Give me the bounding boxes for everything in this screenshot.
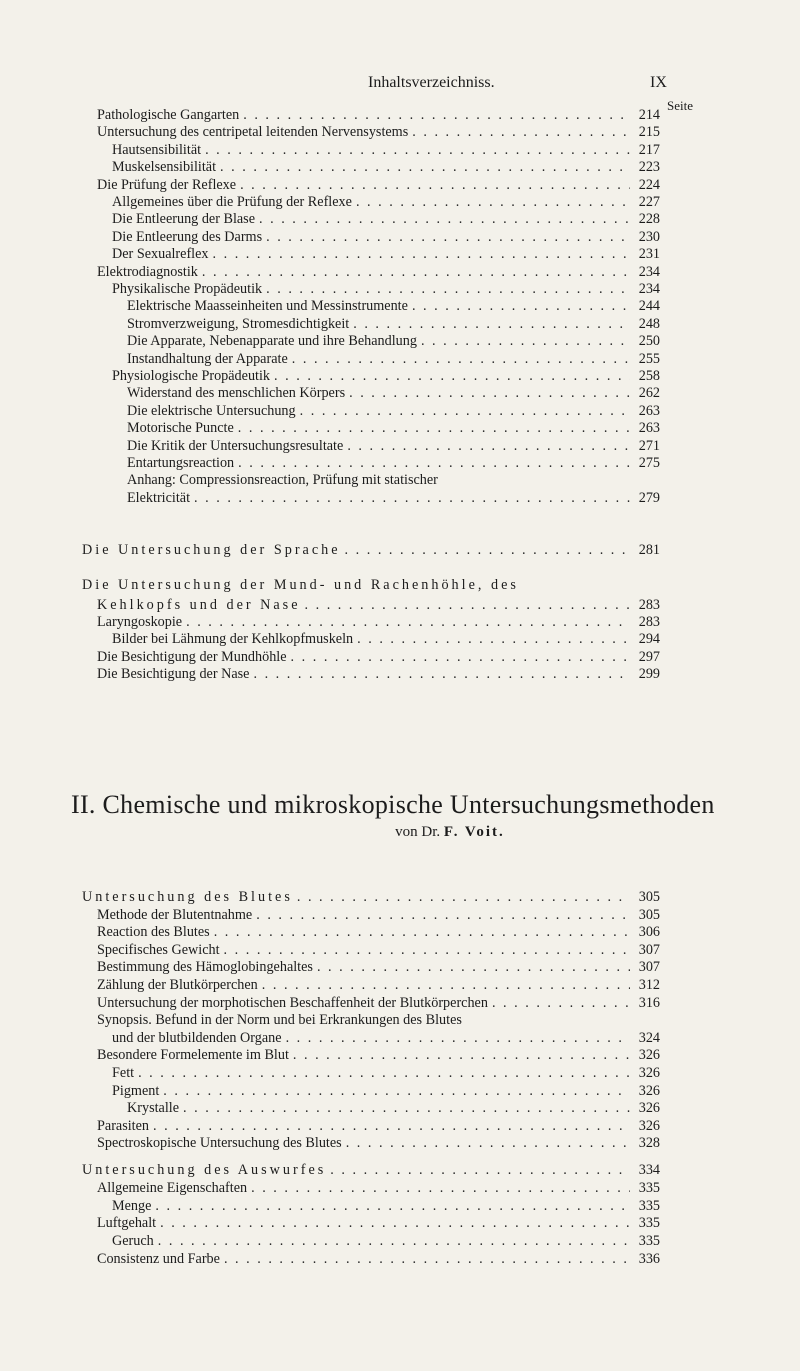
toc-entry-page: 299 <box>638 666 660 683</box>
leader-dots <box>202 263 630 281</box>
toc-entry <box>97 1179 660 1197</box>
toc-entry-label: Parasiten <box>97 1117 150 1134</box>
toc-entry-label: Entartungsreaction <box>127 455 235 471</box>
toc-entry-label: Spectroskopische Untersuchung des Blutes <box>97 1135 342 1152</box>
toc-entry-page: 306 <box>638 924 660 941</box>
leader-dots <box>292 350 630 368</box>
toc-entry <box>127 489 660 507</box>
toc-entry-label: Motorische Puncte <box>127 420 234 437</box>
toc-entry-page: 215 <box>638 124 660 141</box>
leader-dots <box>421 332 630 350</box>
toc-entry-page: 305 <box>638 906 660 923</box>
leader-dots <box>492 994 630 1012</box>
toc-entry-label: Die Entleerung der Blase <box>112 211 256 228</box>
leader-dots <box>238 419 630 437</box>
toc-entry <box>97 665 660 683</box>
toc-entry-page: 263 <box>638 420 660 437</box>
toc-entry-page: 231 <box>638 246 660 263</box>
toc-entry-label: Die Kritik der Untersuchungsresultate <box>127 437 344 454</box>
toc-entry <box>112 1029 660 1047</box>
toc-entry <box>127 332 660 350</box>
toc-entry-label: Geruch <box>112 1233 154 1250</box>
leader-dots <box>259 210 630 228</box>
toc-entry-label: Luftgehalt <box>97 1215 157 1232</box>
leader-dots <box>256 906 630 924</box>
seite-column-heading: Seite <box>667 98 693 113</box>
toc-entry-page: 255 <box>638 350 660 367</box>
leader-dots <box>155 1197 630 1215</box>
toc-entry-page: 307 <box>638 959 660 976</box>
leader-dots <box>412 123 630 141</box>
toc-entry-page: 328 <box>638 1135 660 1152</box>
toc-entry-page: 250 <box>638 333 660 350</box>
leader-dots <box>293 1046 630 1064</box>
toc-entry-page: 283 <box>638 614 660 630</box>
toc-entry <box>112 280 660 298</box>
toc-entry-page: 283 <box>638 596 660 613</box>
leader-dots <box>353 315 630 333</box>
toc-entry-label: Physiologische Propädeutik <box>112 368 271 384</box>
toc-entry-label: Elektrodiagnostik <box>97 263 198 280</box>
toc-entry <box>127 402 660 420</box>
toc-entry-page: 335 <box>638 1215 660 1232</box>
toc-entry-page: 335 <box>638 1179 660 1196</box>
section-author <box>0 824 800 841</box>
toc-entry <box>112 228 660 246</box>
toc-entry-page: 324 <box>638 1029 660 1046</box>
toc-entry-page: 326 <box>638 1047 660 1064</box>
toc-entry-page: 234 <box>638 263 660 280</box>
toc-entry-label: und der blutbildenden Organe <box>112 1029 282 1046</box>
leader-dots <box>274 367 630 385</box>
toc-entry-label: Elektricität <box>127 489 191 506</box>
toc-entry-page: 224 <box>638 176 660 193</box>
leader-dots <box>251 1179 630 1197</box>
toc-entry-label: Die Untersuchung der Sprache <box>82 542 341 558</box>
toc-entry-page: 223 <box>638 159 660 176</box>
leader-dots <box>224 1250 630 1268</box>
toc-entry-page: 228 <box>638 211 660 228</box>
author-name: F. Voit. <box>443 824 505 840</box>
toc-entry-page: 281 <box>638 542 660 558</box>
leader-dots <box>412 297 630 315</box>
toc-entry-page: 326 <box>638 1117 660 1134</box>
toc-entry-page: 230 <box>638 228 660 245</box>
toc-entry-label: Die Besichtigung der Nase <box>97 666 250 683</box>
toc-entry <box>127 437 660 455</box>
toc-entry <box>97 106 660 124</box>
leader-dots <box>220 158 630 176</box>
toc-entry-label: Physikalische Propädeutik <box>112 281 263 297</box>
toc-entry-page: 214 <box>638 107 660 123</box>
toc-entry-page: 336 <box>638 1251 660 1267</box>
running-title: Inhaltsverzeichniss. <box>368 74 495 91</box>
toc-entry-label: Untersuchung des centripetal leitenden Nervensystems <box>97 124 409 141</box>
toc-entry-label: Fett <box>112 1065 135 1081</box>
toc-entry <box>112 193 660 211</box>
toc-entry <box>97 923 660 941</box>
toc-entry <box>112 245 660 263</box>
toc-entry-label: Die Besichtigung der Mundhöhle <box>97 648 287 665</box>
leader-dots <box>300 402 630 420</box>
leader-dots <box>266 228 630 246</box>
leader-dots <box>158 1232 630 1250</box>
toc-entry <box>97 596 660 614</box>
toc-entry <box>82 1161 660 1179</box>
toc-entry-label: Untersuchung des Auswurfes <box>82 1162 327 1178</box>
toc-entry-page: 258 <box>638 368 660 384</box>
toc-entry-page: 294 <box>638 631 660 648</box>
toc-entry-label: Methode der Blutentnahme <box>97 906 253 923</box>
author-prefix: von Dr. <box>395 824 441 840</box>
toc-entry-label: Instandhaltung der Apparate <box>127 350 288 367</box>
toc-entry-label: Krystalle <box>127 1100 180 1117</box>
leader-dots <box>346 1134 630 1152</box>
toc-entry <box>112 141 660 159</box>
toc-entry <box>97 648 660 666</box>
toc-entry-label: Bilder bei Lähmung der Kehlkopfmuskeln <box>112 631 354 648</box>
leader-dots <box>253 665 630 683</box>
toc-entry <box>127 454 660 472</box>
toc-entry-label: Reaction des Blutes <box>97 924 210 941</box>
toc-entry <box>112 1082 660 1100</box>
leader-dots <box>347 437 630 455</box>
leader-dots <box>163 1082 630 1100</box>
toc-entry <box>127 315 660 333</box>
toc-entry <box>82 541 660 559</box>
toc-entry <box>97 1117 660 1135</box>
toc-entry <box>97 1134 660 1152</box>
toc-entry <box>97 1250 660 1268</box>
toc-entry-page: 326 <box>638 1065 660 1081</box>
toc-entry <box>112 1197 660 1215</box>
toc-entry-page: 305 <box>638 889 660 905</box>
toc-entry-page: 297 <box>638 648 660 665</box>
toc-entry-label: Bestimmung des Hämoglobingehaltes <box>97 959 313 976</box>
toc-entry-page: 316 <box>638 994 660 1011</box>
leader-dots <box>205 141 630 159</box>
toc-entry <box>97 941 660 959</box>
toc-entry-label: Allgemeine Eigenschaften <box>97 1179 248 1196</box>
leader-dots <box>266 280 630 298</box>
toc-entry-label: Pigment <box>112 1082 160 1099</box>
toc-entry <box>97 958 660 976</box>
toc-entry-label: Laryngoskopie <box>97 614 183 630</box>
leader-dots <box>238 454 630 472</box>
toc-entry-label: Untersuchung des Blutes <box>82 889 293 905</box>
leader-dots <box>153 1117 630 1135</box>
toc-entry-page: 335 <box>638 1197 660 1214</box>
leader-dots <box>243 106 630 124</box>
toc-entry-label: Specifisches Gewicht <box>97 941 220 958</box>
toc-entry-label: Die Entleerung des Darms <box>112 228 263 245</box>
page-number: IX <box>650 74 667 91</box>
toc-entry-page: 271 <box>638 437 660 454</box>
toc-entry-label: Menge <box>112 1197 152 1214</box>
leader-dots <box>345 541 630 559</box>
toc-entry-page: 335 <box>638 1233 660 1250</box>
leader-dots <box>240 176 630 194</box>
toc-entry-continued: Anhang: Compressionsreaction, Prüfung mit statischer <box>127 472 438 489</box>
toc-entry-label: Der Sexualreflex <box>112 246 209 263</box>
leader-dots <box>356 193 630 211</box>
leader-dots <box>286 1029 630 1047</box>
toc-entry <box>112 158 660 176</box>
toc-entry-label: Allgemeines über die Prüfung der Reflexe <box>112 194 352 210</box>
toc-entry-label: Besondere Formelemente im Blut <box>97 1047 289 1064</box>
toc-entry-label: Widerstand des menschlichen Körpers <box>127 385 346 402</box>
toc-entry-label: Muskelsensibilität <box>112 159 217 176</box>
leader-dots <box>213 245 630 263</box>
leader-dots <box>357 630 630 648</box>
toc-entry <box>97 906 660 924</box>
toc-entry <box>97 1214 660 1232</box>
toc-entry-label: Kehlkopfs und der Nase <box>97 596 301 613</box>
leader-dots <box>291 648 630 666</box>
leader-dots <box>330 1161 630 1179</box>
toc-entry <box>127 1099 660 1117</box>
toc-entry-page: 326 <box>638 1082 660 1099</box>
toc-entry-label: Die elektrische Untersuchung <box>127 402 296 419</box>
leader-dots <box>297 888 630 906</box>
toc-entry <box>112 1064 660 1082</box>
toc-entry-label: Zählung der Blutkörperchen <box>97 977 258 993</box>
leader-dots <box>214 923 630 941</box>
toc-entry <box>112 210 660 228</box>
leader-dots <box>186 613 630 631</box>
toc-entry <box>97 1046 660 1064</box>
toc-entry <box>97 976 660 994</box>
toc-entry <box>112 630 660 648</box>
toc-entry-page: 275 <box>638 455 660 471</box>
toc-entry-label: Hautsensibilität <box>112 141 202 158</box>
toc-entry-page: 326 <box>638 1100 660 1117</box>
leader-dots <box>262 976 630 994</box>
toc-entry-label: Die Apparate, Nebenapparate und ihre Behandlung <box>127 333 417 350</box>
section-heading: II. Chemische und mikroskopische Untersuchungsmethoden <box>71 790 715 819</box>
toc-entry-page: 244 <box>638 298 660 315</box>
toc-entry-page: 307 <box>638 941 660 958</box>
toc-entry <box>127 384 660 402</box>
leader-dots <box>138 1064 630 1082</box>
toc-entry <box>97 123 660 141</box>
leader-dots <box>224 941 630 959</box>
toc-entry-page: 312 <box>638 977 660 993</box>
leader-dots <box>305 596 630 614</box>
toc-entry-label: Stromverzweigung, Stromesdichtigkeit <box>127 315 350 332</box>
toc-entry-label: Untersuchung der morphotischen Beschaffenheit der Blutkörperchen <box>97 994 488 1011</box>
toc-entry <box>97 613 660 631</box>
toc-entry-page: 263 <box>638 402 660 419</box>
toc-entry-label: Elektrische Maasseinheiten und Messinstrumente <box>127 298 408 315</box>
toc-entry-page: 334 <box>638 1162 660 1178</box>
toc-entry <box>127 419 660 437</box>
toc-entry-label: Consistenz und Farbe <box>97 1251 220 1267</box>
toc-entry <box>97 176 660 194</box>
toc-entry <box>112 367 660 385</box>
page-header <box>0 74 800 98</box>
toc-entry-page: 234 <box>638 281 660 297</box>
toc-entry-page: 262 <box>638 385 660 402</box>
toc-entry-page: 248 <box>638 315 660 332</box>
toc-entry <box>97 263 660 281</box>
leader-dots <box>349 384 630 402</box>
toc-entry-continued: Die Untersuchung der Mund- und Rachenhöhle, des <box>82 577 519 593</box>
toc-entry-page: 227 <box>638 194 660 210</box>
toc-entry <box>97 994 660 1012</box>
toc-entry-label: Pathologische Gangarten <box>97 107 240 123</box>
toc-entry-label: Die Prüfung der Reflexe <box>97 176 237 193</box>
toc-entry-continued: Synopsis. Befund in der Norm und bei Erkrankungen des Blutes <box>97 1012 462 1029</box>
toc-entry <box>82 888 660 906</box>
toc-entry <box>127 350 660 368</box>
toc-entry <box>127 297 660 315</box>
toc-entry-page: 217 <box>638 141 660 158</box>
leader-dots <box>183 1099 630 1117</box>
toc-entry-page: 279 <box>638 489 660 506</box>
leader-dots <box>160 1214 630 1232</box>
toc-entry <box>112 1232 660 1250</box>
leader-dots <box>194 489 630 507</box>
leader-dots <box>317 958 630 976</box>
